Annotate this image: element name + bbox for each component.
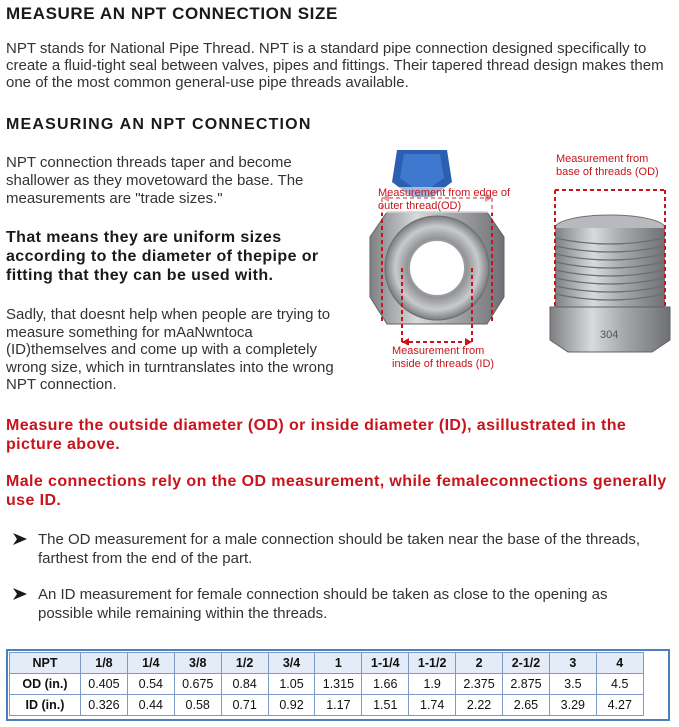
table-cell: 4.27 bbox=[596, 695, 643, 716]
measure-od-id-note: Measure the outside diameter (OD) or inside diameter (ID), asillustrated in the picture above. bbox=[6, 417, 627, 453]
arrow-bullet-icon bbox=[12, 531, 28, 547]
od-base-label: Measurement from base of threads (OD) bbox=[556, 153, 659, 178]
page-title: MEASURE AN NPT CONNECTION SIZE bbox=[6, 4, 338, 23]
table-cell: 1.9 bbox=[409, 674, 456, 695]
od-edge-label: Measurement from edge of outer thread(OD) bbox=[378, 187, 528, 213]
bullet-text: The OD measurement for a male connection should be taken near the base of the threads, farthest from the end of the part. bbox=[38, 531, 641, 567]
table-cell: 0.84 bbox=[221, 674, 268, 695]
table-cell: 4.5 bbox=[596, 674, 643, 695]
table-cell: 2.875 bbox=[503, 674, 550, 695]
table-cell: 1-1/2 bbox=[409, 653, 456, 674]
table-cell: 1.74 bbox=[409, 695, 456, 716]
table-cell: 0.58 bbox=[174, 695, 221, 716]
table-cell: 4 bbox=[596, 653, 643, 674]
table-cell: NPT bbox=[10, 653, 81, 674]
taper-paragraph: NPT connection threads taper and become shallower as they movetoward the base. The measurements are "trade sizes." bbox=[6, 154, 304, 207]
table-cell: 1.17 bbox=[315, 695, 362, 716]
table-cell: 0.326 bbox=[81, 695, 128, 716]
table-cell: OD (in.) bbox=[10, 674, 81, 695]
table-cell: 3/8 bbox=[174, 653, 221, 674]
material-stamp: 304 bbox=[600, 329, 619, 341]
table-cell: 1.51 bbox=[362, 695, 409, 716]
table-cell: 3.5 bbox=[549, 674, 596, 695]
bullet-text: An ID measurement for female connection should be taken as close to the opening as possible while remaining within the threads. bbox=[38, 586, 608, 622]
npt-size-table bbox=[9, 652, 644, 716]
table-cell: 1.05 bbox=[268, 674, 315, 695]
sadly-paragraph: Sadly, that doesnt help when people are trying to measure something for mAaNwntoca (ID)themselves and come up with a completely wrong size, which in turntranslates into the wrong NPT connection. bbox=[6, 306, 334, 393]
table-cell: 1.315 bbox=[315, 674, 362, 695]
npt-fittings-photo bbox=[352, 142, 676, 378]
table-cell: 0.44 bbox=[127, 695, 174, 716]
table-cell: 0.71 bbox=[221, 695, 268, 716]
table-header-row bbox=[10, 653, 644, 674]
table-cell: 1/2 bbox=[221, 653, 268, 674]
uniform-sizes-paragraph: That means they are uniform sizes according to the diameter of thepipe or fitting that they can be used with. bbox=[6, 229, 319, 284]
table-cell: 2 bbox=[456, 653, 503, 674]
table-row bbox=[10, 674, 644, 695]
table-cell: 3 bbox=[549, 653, 596, 674]
id-label: Measurement from inside of threads (ID) bbox=[392, 345, 508, 371]
table-cell: 0.92 bbox=[268, 695, 315, 716]
table-cell: 1.66 bbox=[362, 674, 409, 695]
section-heading: MEASURING AN NPT CONNECTION bbox=[6, 116, 312, 133]
male-female-note: Male connections rely on the OD measurement, while femaleconnections generally use ID. bbox=[6, 473, 667, 509]
table-cell: 0.675 bbox=[174, 674, 221, 695]
table-cell: 3/4 bbox=[268, 653, 315, 674]
intro-paragraph: NPT stands for National Pipe Thread. NPT is a standard pipe connection designed specifically to create a fluid-tight seal between valves, pipes and fittings. Their tapered thread design makes them one of the most common general-use pipe threads available. bbox=[6, 40, 664, 91]
table-cell: 2.375 bbox=[456, 674, 503, 695]
table-cell: 1 bbox=[315, 653, 362, 674]
table-row bbox=[10, 695, 644, 716]
arrow-bullet-icon bbox=[12, 586, 28, 602]
table-cell: 2.65 bbox=[503, 695, 550, 716]
table-cell: 0.405 bbox=[81, 674, 128, 695]
table-cell: 2.22 bbox=[456, 695, 503, 716]
bullet-id bbox=[8, 585, 668, 625]
table-cell: 1/8 bbox=[81, 653, 128, 674]
table-cell: ID (in.) bbox=[10, 695, 81, 716]
table-cell: 1-1/4 bbox=[362, 653, 409, 674]
table-cell: 2-1/2 bbox=[503, 653, 550, 674]
table-cell: 0.54 bbox=[127, 674, 174, 695]
table-cell: 1/4 bbox=[127, 653, 174, 674]
table-cell: 3.29 bbox=[549, 695, 596, 716]
bullet-od bbox=[8, 530, 668, 570]
